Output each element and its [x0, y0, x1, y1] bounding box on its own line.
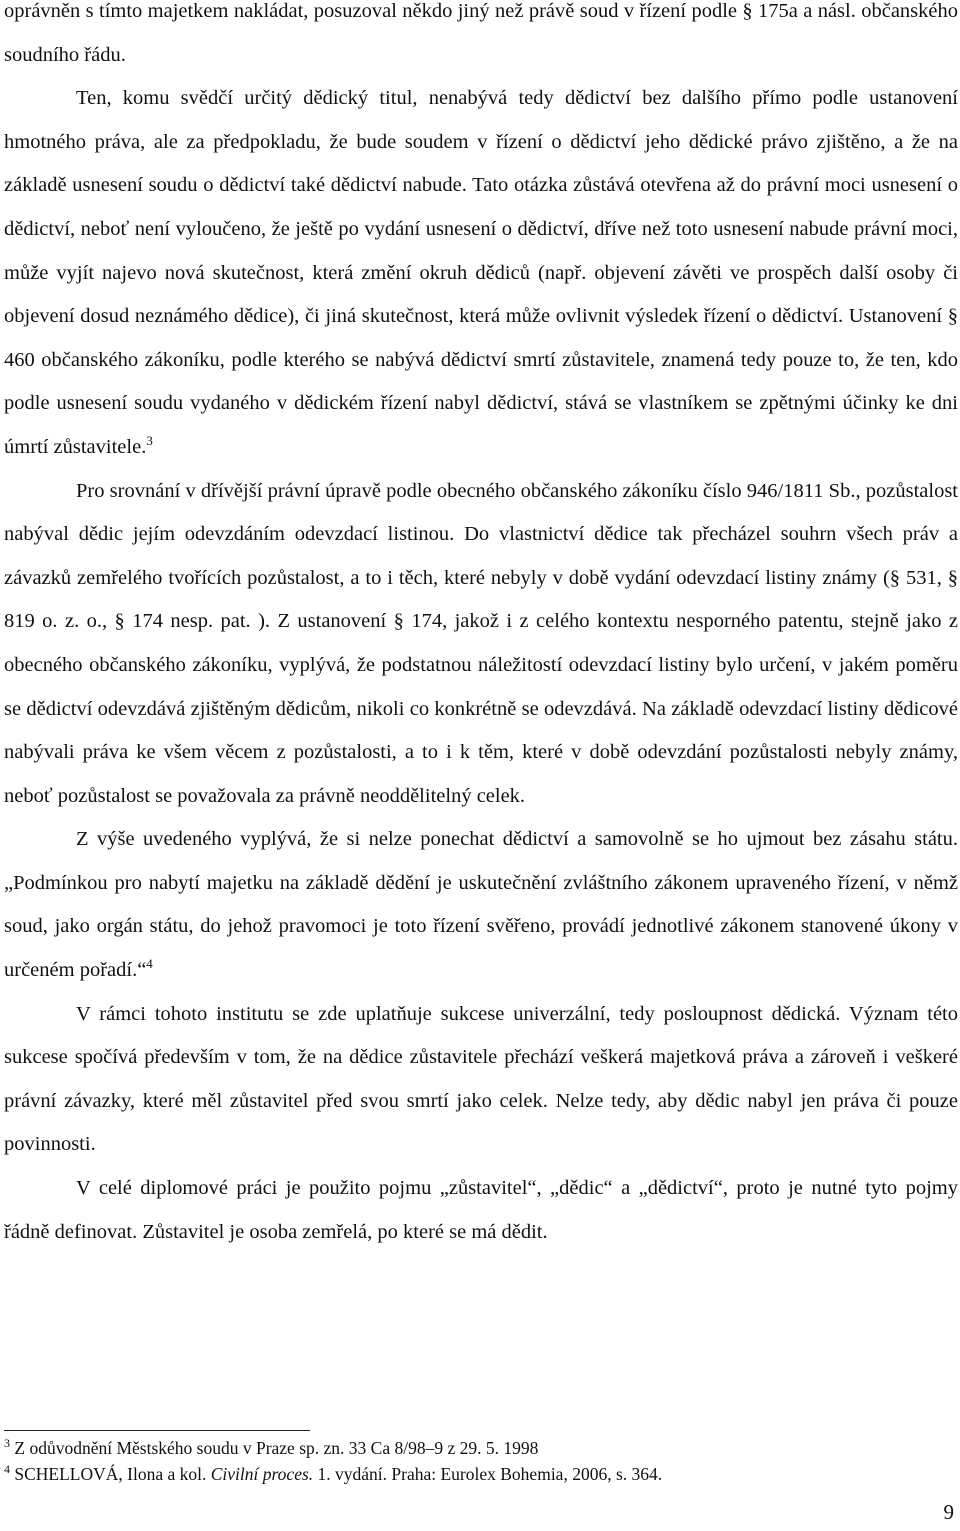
- page-number: 9: [943, 1500, 954, 1524]
- paragraph-5: [4, 993, 958, 1167]
- footnote-3-text: Z odůvodnění Městského soudu v Praze sp. zn. 33 Ca 8/98–9 z 29. 5. 1998: [14, 1438, 539, 1458]
- paragraph-6: [4, 1167, 958, 1254]
- footnote-4: [4, 1461, 904, 1487]
- document-page: [4, 0, 958, 1254]
- footnote-separator: [4, 1430, 310, 1431]
- paragraph-5-text: V rámci tohoto institutu se zde uplatňuje sukcese univerzální, tedy posloupnost dědická. Význam této sukcese spočívá především v tom, že na dědice zůstavitele přechází veškerá majetková práva a zároveň i veškeré právní závazky, které měl zůstavitel před svou smrtí jako celek. Nelze tedy, aby dědic nabyl jen práva či pouze povinnosti.: [4, 1002, 958, 1156]
- footnote-ref-3[interactable]: 3: [146, 433, 153, 449]
- footnote-ref-4[interactable]: 4: [146, 956, 153, 972]
- footnote-3: [4, 1435, 904, 1461]
- body-text: [4, 0, 958, 1254]
- footnote-4-text-after: 1. vydání. Praha: Eurolex Bohemia, 2006, s. 364.: [313, 1464, 663, 1484]
- paragraph-2: [4, 77, 958, 469]
- paragraph-4: [4, 818, 958, 992]
- paragraph-3: [4, 470, 958, 819]
- paragraph-3-text: Pro srovnání v dřívější právní úpravě podle obecného občanského zákoníku číslo 946/1811 Sb., pozůstalost nabýval dědic jejím odevzdáním odevzdací listinou. Do vlastnictví dědice tak přecházel souhrn všech práv a závazků zemřelého tvořících pozůstalost, a to i těch, které nebyly v době vydání odevzdací listiny známy (§ 531, § 819 o. z. o., § 174 nesp. pat. ). Z ustanovení § 174, jakož i z celého kontextu nesporného patentu, stejně jako z obecného občanského zákoníku, vyplývá, že podstatnou náležitostí odevzdací listiny bylo určení, v jakém poměru se dědictví odevzdává zjištěným dědicům, nikoli co konkrétně se odevzdává. Na základě odevzdací listiny dědicové nabývali práva ke všem věcem z pozůstalosti, a to i k těm, které v době odevzdání pozůstalosti nebyly známy, neboť pozůstalost se považovala za právně neoddělitelný celek.: [4, 479, 958, 807]
- paragraph-6-text: V celé diplomové práci je použito pojmu „zůstavitel“, „dědic“ a „dědictví“, proto je nutné tyto pojmy řádně definovat. Zůstavitel je osoba zemřelá, po které se má dědit.: [4, 1177, 958, 1243]
- paragraph-1-text: oprávněn s tímto majetkem nakládat, posuzoval někdo jiný než právě soud v řízení podle § 175a a násl. občanského soudního řádu.: [4, 0, 958, 66]
- paragraph-4-text: Z výše uvedeného vyplývá, že si nelze ponechat dědictví a samovolně se ho ujmout bez zásahu státu. „Podmínkou pro nabytí majetku na základě dědění je uskutečnění zvláštního zákonem upraveného řízení, v němž soud, jako orgán státu, do jehož pravomoci je toto řízení svěřeno, provádí jednotlivé zákonem stanovené úkony v určeném pořadí.“: [4, 828, 958, 982]
- footnote-4-title: Civilní proces.: [210, 1464, 314, 1484]
- footnote-number-3: 3: [4, 1436, 10, 1451]
- paragraph-2-text: Ten, komu svědčí určitý dědický titul, nenabývá tedy dědictví bez dalšího přímo podle ustanovení hmotného práva, ale za předpokladu, že bude soudem v řízení o dědictví jeho dědické právo zjištěno, a že na základě usnesení soudu o dědictví také dědictví nabude. Tato otázka zůstává otevřena až do právní moci usnesení o dědictví, neboť není vyloučeno, že ještě po vydání usnesení o dědictví, dříve než toto usnesení nabude právní moci, může vyjít najevo nová skutečnost, která změní okruh dědiců (např. objevení závěti ve prospěch další osoby či objevení dosud neznámého dědice), či jiná skutečnost, která může ovlivnit výsledek řízení o dědictví. Ustanovení § 460 občanského zákoníku, podle kterého se nabývá dědictví smrtí zůstavitele, znamená tedy pouze to, že ten, kdo podle usnesení soudu vydaného v dědickém řízení nabyl dědictví, stává se vlastníkem se zpětnými účinky ke dni úmrtí zůstavitele.: [4, 87, 958, 458]
- footnote-number-4: 4: [4, 1462, 10, 1477]
- footnote-4-text-before: SCHELLOVÁ, Ilona a kol.: [14, 1464, 211, 1484]
- paragraph-1: [4, 0, 958, 77]
- footnotes: [4, 1430, 904, 1487]
